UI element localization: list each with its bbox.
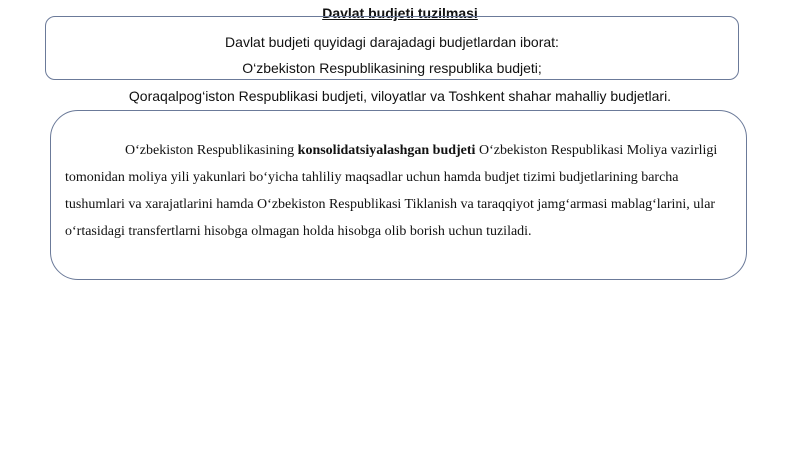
paragraph-text-start: O‘zbekiston Respublikasining [125, 143, 298, 158]
consolidated-budget-box [50, 110, 747, 280]
republican-budget-item: O‘zbekiston Respublikasining respublika budjeti; [242, 60, 542, 76]
bold-term: konsolidatsiyalashgan budjeti [297, 143, 476, 158]
paragraph-text-rest: O‘zbekiston Respublikasi Moliya vazirligi tomonidan moliya yili yakunlari bo‘yicha tahliliy maqsadlar uchun hamda budjet tizimi budjetlarining barcha tushumlari va xarajatlarini hamda O‘zbekiston Respublikasi Tiklanish va taraqqiyot jamg‘armasi mablag‘larini, ular o‘rtasidagi transfertlarni hisobga olmagan holda hisobga olib borish uchun tuziladi. [65, 143, 718, 239]
local-budgets-item: Qoraqalpog‘iston Respublikasi budjeti, viloyatlar va Toshkent shahar mahalliy budjetlari. [128, 88, 672, 104]
consolidated-budget-paragraph [65, 137, 732, 245]
page-title: Davlat budjeti tuzilmasi [322, 5, 478, 21]
budget-levels-intro: Davlat budjeti quyidagi darajadagi budjetlardan iborat: [225, 34, 559, 50]
